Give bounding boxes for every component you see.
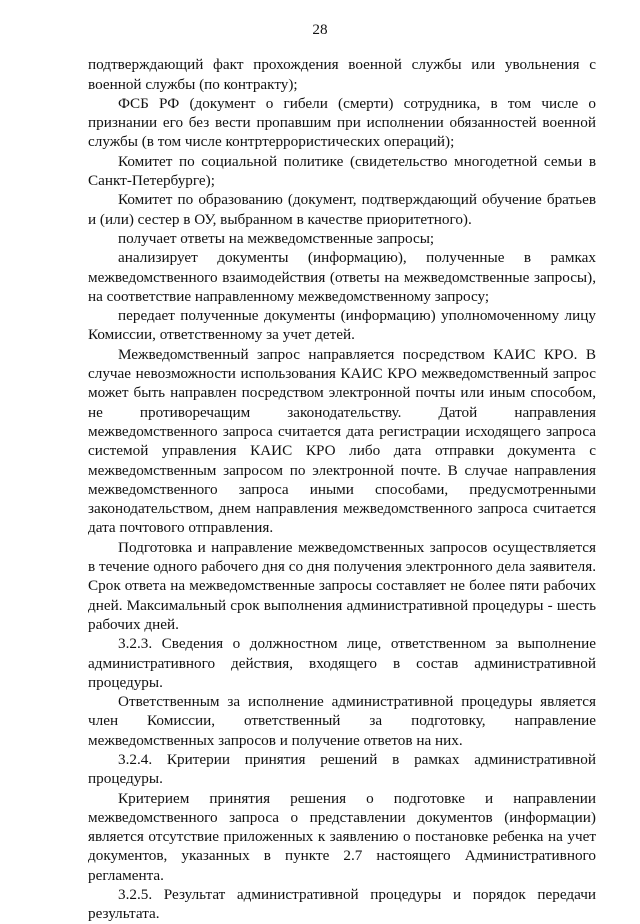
section-3-2-5-heading: 3.2.5. Результат административной процедуры и порядок передачи результата.: [88, 886, 596, 923]
paragraph-analyzes-documents: анализирует документы (информацию), полученные в рамках межведомственного взаимодействия (ответы на межведомственные запросы), на соответствие направленному межведомственному запросу;: [88, 249, 596, 305]
section-3-2-3-heading: 3.2.3. Сведения о должностном лице, ответственном за выполнение административного действия, входящего в состав административной процедуры.: [88, 635, 596, 691]
paragraph-preparation-deadline: Подготовка и направление межведомственных запросов осуществляется в течение одного рабочего дня со дня получения электронного дела заявителя. Срок ответа на межведомственные запросы составляет не более пяти рабочих дней. Максимальный срок выполнения административной процедуры - шесть рабочих дней.: [88, 538, 596, 633]
paragraph-military-service: подтверждающий факт прохождения военной службы или увольнения с военной службы (по контракту);: [88, 56, 596, 93]
paragraph-fsb: ФСБ РФ (документ о гибели (смерти) сотрудника, в том числе о признании его без вести пропавшим при исполнении обязанностей военной службы (в том числе контртеррористических операций);: [88, 94, 596, 151]
paragraph-transfers-documents: передает полученные документы (информацию) уполномоченному лицу Комиссии, ответственному за учет детей.: [88, 307, 596, 344]
paragraph-decision-criteria: Критерием принятия решения о подготовке и направлении межведомственного запроса о представлении документов (информации) является отсутствие приложенных к заявлению о постановке ребенка на учет документов, указанных в пункте 2.7 настоящего Административного регламента.: [88, 789, 596, 884]
paragraph-responsible-member: Ответственным за исполнение административной процедуры является член Комиссии, ответственный за подготовку, направление межведомственных запросов и получение ответов на них.: [88, 693, 596, 749]
paragraph-request-via-kais: Межведомственный запрос направляется посредством КАИС КРО. В случае невозможности использования КАИС КРО межведомственный запрос может быть направлен посредством электронной почты или иным способом, не противоречащим законодательству. Датой направления межведомственного запроса считается дата регистрации исходящего запроса системой управления КАИС КРО либо дата отправки документа с межведомственным запросом по электронной почте. В случае направления межведомственного запроса иными способами, предусмотренными законодательством, днем направления межведомственного запроса считается дата почтового отправления.: [88, 345, 596, 537]
paragraph-social-policy: Комитет по социальной политике (свидетельство многодетной семьи в Санкт-Петербурге);: [88, 152, 596, 190]
paragraph-education-committee: Комитет по образованию (документ, подтверждающий обучение братьев и (или) сестер в ОУ, выбранном в качестве приоритетного).: [88, 191, 596, 228]
page-number: 28: [312, 21, 328, 38]
paragraph-receives-answers: получает ответы на межведомственные запросы;: [118, 229, 435, 247]
section-3-2-4-heading: 3.2.4. Критерии принятия решений в рамках административной процедуры.: [88, 750, 596, 788]
